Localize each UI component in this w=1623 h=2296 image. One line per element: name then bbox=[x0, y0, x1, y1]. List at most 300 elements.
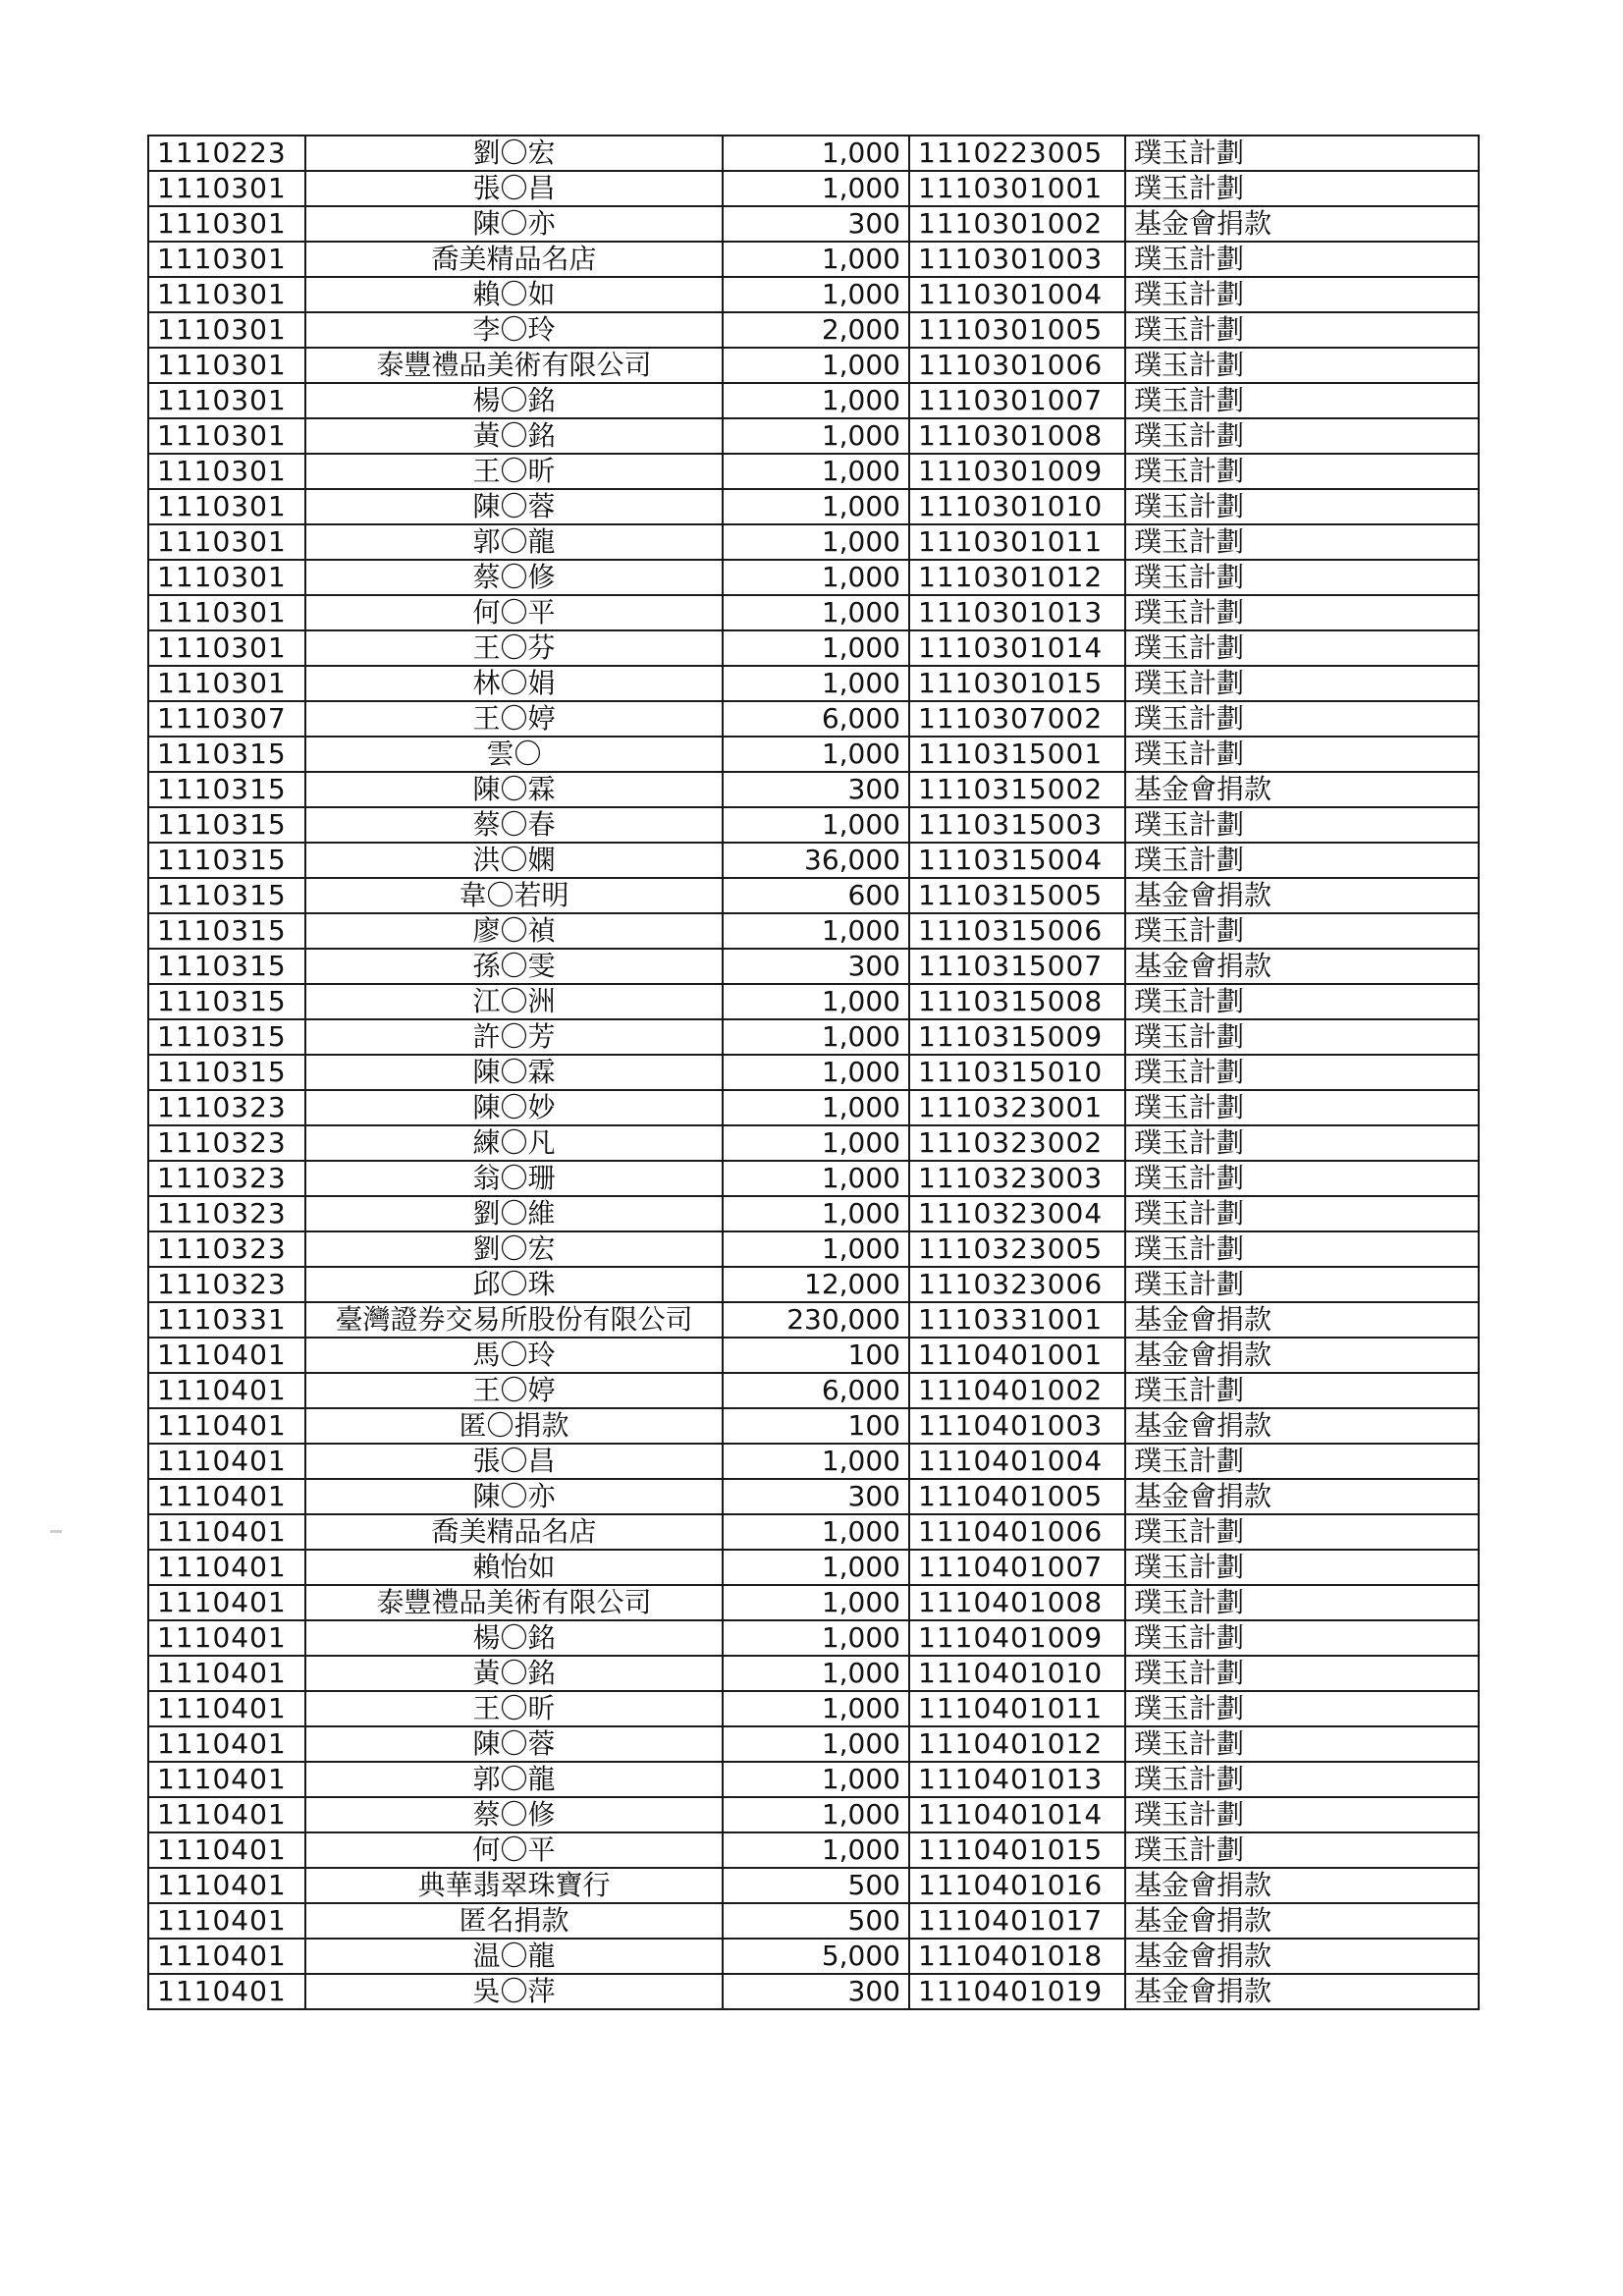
table-row bbox=[148, 1408, 1479, 1444]
date-cell: 1110315 bbox=[148, 737, 305, 772]
receipt-number-cell: 1110315008 bbox=[909, 984, 1125, 1019]
receipt-number-cell: 1110401014 bbox=[909, 1797, 1125, 1832]
amount-cell: 1,000 bbox=[723, 418, 909, 454]
receipt-number-cell: 1110401008 bbox=[909, 1585, 1125, 1620]
amount-cell: 1,000 bbox=[723, 1726, 909, 1762]
amount-cell: 1,000 bbox=[723, 1691, 909, 1726]
amount-cell: 300 bbox=[723, 1479, 909, 1514]
receipt-number-cell: 1110301014 bbox=[909, 630, 1125, 666]
date-cell: 1110315 bbox=[148, 913, 305, 949]
purpose-cell: 基金會捐款 bbox=[1125, 206, 1479, 242]
table-row bbox=[148, 1444, 1479, 1479]
purpose-cell: 璞玉計劃 bbox=[1125, 737, 1479, 772]
purpose-cell: 璞玉計劃 bbox=[1125, 1125, 1479, 1161]
amount-cell: 600 bbox=[723, 878, 909, 913]
table-row bbox=[148, 1514, 1479, 1550]
date-cell: 1110401 bbox=[148, 1726, 305, 1762]
table-row bbox=[148, 1125, 1479, 1161]
receipt-number-cell: 1110301006 bbox=[909, 348, 1125, 383]
purpose-cell: 璞玉計劃 bbox=[1125, 1726, 1479, 1762]
amount-cell: 1,000 bbox=[723, 913, 909, 949]
table-row bbox=[148, 1373, 1479, 1408]
purpose-cell: 璞玉計劃 bbox=[1125, 489, 1479, 524]
donor-cell: 蔡〇修 bbox=[305, 560, 723, 595]
amount-cell: 6,000 bbox=[723, 1373, 909, 1408]
date-cell: 1110301 bbox=[148, 489, 305, 524]
date-cell: 1110401 bbox=[148, 1691, 305, 1726]
table-row bbox=[148, 1479, 1479, 1514]
receipt-number-cell: 1110401004 bbox=[909, 1444, 1125, 1479]
purpose-cell: 璞玉計劃 bbox=[1125, 807, 1479, 843]
table-row bbox=[148, 1585, 1479, 1620]
amount-cell: 300 bbox=[723, 1974, 909, 2009]
table-row bbox=[148, 277, 1479, 312]
table-row bbox=[148, 1550, 1479, 1585]
date-cell: 1110315 bbox=[148, 1055, 305, 1090]
donor-cell: 楊〇銘 bbox=[305, 383, 723, 418]
receipt-number-cell: 1110323005 bbox=[909, 1231, 1125, 1267]
date-cell: 1110301 bbox=[148, 348, 305, 383]
donor-cell: 雲〇 bbox=[305, 737, 723, 772]
table-row bbox=[148, 1656, 1479, 1691]
amount-cell: 1,000 bbox=[723, 171, 909, 206]
date-cell: 1110401 bbox=[148, 1832, 305, 1868]
donor-cell: 郭〇龍 bbox=[305, 1762, 723, 1797]
date-cell: 1110323 bbox=[148, 1267, 305, 1302]
table-row bbox=[148, 348, 1479, 383]
donor-cell: 何〇平 bbox=[305, 595, 723, 630]
donor-cell: 王〇婷 bbox=[305, 701, 723, 737]
date-cell: 1110323 bbox=[148, 1231, 305, 1267]
donor-cell: 泰豐禮品美術有限公司 bbox=[305, 348, 723, 383]
receipt-number-cell: 1110401001 bbox=[909, 1338, 1125, 1373]
receipt-number-cell: 1110401011 bbox=[909, 1691, 1125, 1726]
date-cell: 1110315 bbox=[148, 878, 305, 913]
amount-cell: 1,000 bbox=[723, 136, 909, 171]
donation-ledger-table bbox=[147, 135, 1480, 2010]
purpose-cell: 璞玉計劃 bbox=[1125, 1550, 1479, 1585]
receipt-number-cell: 1110401009 bbox=[909, 1620, 1125, 1656]
donor-cell: 陳〇蓉 bbox=[305, 1726, 723, 1762]
donor-cell: 蔡〇春 bbox=[305, 807, 723, 843]
table-row bbox=[148, 242, 1479, 277]
receipt-number-cell: 1110401005 bbox=[909, 1479, 1125, 1514]
purpose-cell: 璞玉計劃 bbox=[1125, 1161, 1479, 1196]
purpose-cell: 璞玉計劃 bbox=[1125, 1656, 1479, 1691]
table-row bbox=[148, 772, 1479, 807]
donor-cell: 廖〇禎 bbox=[305, 913, 723, 949]
amount-cell: 500 bbox=[723, 1868, 909, 1903]
donor-cell: 典華翡翠珠寶行 bbox=[305, 1868, 723, 1903]
date-cell: 1110315 bbox=[148, 843, 305, 878]
table-row bbox=[148, 560, 1479, 595]
amount-cell: 1,000 bbox=[723, 1514, 909, 1550]
amount-cell: 12,000 bbox=[723, 1267, 909, 1302]
purpose-cell: 基金會捐款 bbox=[1125, 1939, 1479, 1974]
amount-cell: 300 bbox=[723, 772, 909, 807]
donor-cell: 李〇玲 bbox=[305, 312, 723, 348]
amount-cell: 1,000 bbox=[723, 1019, 909, 1055]
table-row bbox=[148, 1903, 1479, 1939]
table-row bbox=[148, 843, 1479, 878]
table-row bbox=[148, 984, 1479, 1019]
donor-cell: 劉〇維 bbox=[305, 1196, 723, 1231]
purpose-cell: 璞玉計劃 bbox=[1125, 1691, 1479, 1726]
donor-cell: 孫〇雯 bbox=[305, 949, 723, 984]
amount-cell: 1,000 bbox=[723, 524, 909, 560]
amount-cell: 1,000 bbox=[723, 1656, 909, 1691]
donor-cell: 陳〇亦 bbox=[305, 1479, 723, 1514]
amount-cell: 100 bbox=[723, 1408, 909, 1444]
donor-cell: 泰豐禮品美術有限公司 bbox=[305, 1585, 723, 1620]
amount-cell: 1,000 bbox=[723, 277, 909, 312]
donor-cell: 張〇昌 bbox=[305, 1444, 723, 1479]
date-cell: 1110301 bbox=[148, 666, 305, 701]
donor-cell: 王〇昕 bbox=[305, 454, 723, 489]
table-row bbox=[148, 1267, 1479, 1302]
date-cell: 1110401 bbox=[148, 1408, 305, 1444]
purpose-cell: 璞玉計劃 bbox=[1125, 1019, 1479, 1055]
table-row bbox=[148, 418, 1479, 454]
amount-cell: 1,000 bbox=[723, 1585, 909, 1620]
purpose-cell: 璞玉計劃 bbox=[1125, 312, 1479, 348]
table-row bbox=[148, 878, 1479, 913]
purpose-cell: 璞玉計劃 bbox=[1125, 701, 1479, 737]
date-cell: 1110223 bbox=[148, 136, 305, 171]
donor-cell: 匿名捐款 bbox=[305, 1903, 723, 1939]
date-cell: 1110401 bbox=[148, 1338, 305, 1373]
purpose-cell: 璞玉計劃 bbox=[1125, 454, 1479, 489]
purpose-cell: 基金會捐款 bbox=[1125, 1338, 1479, 1373]
purpose-cell: 基金會捐款 bbox=[1125, 1903, 1479, 1939]
donor-cell: 許〇芳 bbox=[305, 1019, 723, 1055]
donor-cell: 陳〇霖 bbox=[305, 772, 723, 807]
receipt-number-cell: 1110323003 bbox=[909, 1161, 1125, 1196]
date-cell: 1110315 bbox=[148, 984, 305, 1019]
donor-cell: 林〇娟 bbox=[305, 666, 723, 701]
purpose-cell: 璞玉計劃 bbox=[1125, 595, 1479, 630]
purpose-cell: 璞玉計劃 bbox=[1125, 666, 1479, 701]
amount-cell: 1,000 bbox=[723, 737, 909, 772]
receipt-number-cell: 1110401010 bbox=[909, 1656, 1125, 1691]
date-cell: 1110401 bbox=[148, 1868, 305, 1903]
purpose-cell: 基金會捐款 bbox=[1125, 878, 1479, 913]
ledger-body bbox=[148, 136, 1479, 2009]
table-row bbox=[148, 454, 1479, 489]
date-cell: 1110401 bbox=[148, 1514, 305, 1550]
date-cell: 1110401 bbox=[148, 1939, 305, 1974]
date-cell: 1110401 bbox=[148, 1762, 305, 1797]
receipt-number-cell: 1110401017 bbox=[909, 1903, 1125, 1939]
date-cell: 1110323 bbox=[148, 1196, 305, 1231]
table-row bbox=[148, 1090, 1479, 1125]
table-row bbox=[148, 383, 1479, 418]
purpose-cell: 璞玉計劃 bbox=[1125, 1797, 1479, 1832]
date-cell: 1110301 bbox=[148, 595, 305, 630]
donor-cell: 蔡〇修 bbox=[305, 1797, 723, 1832]
purpose-cell: 璞玉計劃 bbox=[1125, 1090, 1479, 1125]
table-row bbox=[148, 1161, 1479, 1196]
purpose-cell: 璞玉計劃 bbox=[1125, 1196, 1479, 1231]
donor-cell: 吳〇萍 bbox=[305, 1974, 723, 2009]
purpose-cell: 基金會捐款 bbox=[1125, 1868, 1479, 1903]
purpose-cell: 璞玉計劃 bbox=[1125, 242, 1479, 277]
purpose-cell: 璞玉計劃 bbox=[1125, 1444, 1479, 1479]
amount-cell: 1,000 bbox=[723, 383, 909, 418]
receipt-number-cell: 1110223005 bbox=[909, 136, 1125, 171]
receipt-number-cell: 1110301010 bbox=[909, 489, 1125, 524]
purpose-cell: 基金會捐款 bbox=[1125, 949, 1479, 984]
purpose-cell: 璞玉計劃 bbox=[1125, 277, 1479, 312]
amount-cell: 1,000 bbox=[723, 1090, 909, 1125]
table-row bbox=[148, 524, 1479, 560]
receipt-number-cell: 1110331001 bbox=[909, 1302, 1125, 1338]
table-row bbox=[148, 949, 1479, 984]
date-cell: 1110301 bbox=[148, 383, 305, 418]
table-row bbox=[148, 913, 1479, 949]
table-row bbox=[148, 312, 1479, 348]
donor-cell: 匿〇捐款 bbox=[305, 1408, 723, 1444]
donor-cell: 王〇芬 bbox=[305, 630, 723, 666]
donor-cell: 温〇龍 bbox=[305, 1939, 723, 1974]
date-cell: 1110401 bbox=[148, 1444, 305, 1479]
donor-cell: 黃〇銘 bbox=[305, 1656, 723, 1691]
date-cell: 1110401 bbox=[148, 1479, 305, 1514]
amount-cell: 300 bbox=[723, 949, 909, 984]
purpose-cell: 璞玉計劃 bbox=[1125, 383, 1479, 418]
receipt-number-cell: 1110401003 bbox=[909, 1408, 1125, 1444]
table-row bbox=[148, 1868, 1479, 1903]
donor-cell: 王〇昕 bbox=[305, 1691, 723, 1726]
amount-cell: 1,000 bbox=[723, 984, 909, 1019]
table-row bbox=[148, 807, 1479, 843]
table-row bbox=[148, 206, 1479, 242]
receipt-number-cell: 1110401019 bbox=[909, 1974, 1125, 2009]
table-row bbox=[148, 489, 1479, 524]
donor-cell: 王〇婷 bbox=[305, 1373, 723, 1408]
receipt-number-cell: 1110315009 bbox=[909, 1019, 1125, 1055]
date-cell: 1110323 bbox=[148, 1090, 305, 1125]
donor-cell: 喬美精品名店 bbox=[305, 242, 723, 277]
purpose-cell: 璞玉計劃 bbox=[1125, 1832, 1479, 1868]
table-row bbox=[148, 1797, 1479, 1832]
purpose-cell: 基金會捐款 bbox=[1125, 1479, 1479, 1514]
date-cell: 1110315 bbox=[148, 1019, 305, 1055]
receipt-number-cell: 1110301007 bbox=[909, 383, 1125, 418]
amount-cell: 1,000 bbox=[723, 489, 909, 524]
date-cell: 1110323 bbox=[148, 1125, 305, 1161]
table-row bbox=[148, 1762, 1479, 1797]
purpose-cell: 基金會捐款 bbox=[1125, 1408, 1479, 1444]
amount-cell: 230,000 bbox=[723, 1302, 909, 1338]
receipt-number-cell: 1110323004 bbox=[909, 1196, 1125, 1231]
receipt-number-cell: 1110315004 bbox=[909, 843, 1125, 878]
donor-cell: 翁〇珊 bbox=[305, 1161, 723, 1196]
donor-cell: 邱〇珠 bbox=[305, 1267, 723, 1302]
table-row bbox=[148, 666, 1479, 701]
donor-cell: 韋〇若明 bbox=[305, 878, 723, 913]
date-cell: 1110301 bbox=[148, 630, 305, 666]
purpose-cell: 璞玉計劃 bbox=[1125, 1514, 1479, 1550]
table-row bbox=[148, 1231, 1479, 1267]
date-cell: 1110301 bbox=[148, 454, 305, 489]
date-cell: 1110301 bbox=[148, 418, 305, 454]
receipt-number-cell: 1110401018 bbox=[909, 1939, 1125, 1974]
amount-cell: 500 bbox=[723, 1903, 909, 1939]
donor-cell: 喬美精品名店 bbox=[305, 1514, 723, 1550]
table-row bbox=[148, 1974, 1479, 2009]
amount-cell: 1,000 bbox=[723, 1161, 909, 1196]
amount-cell: 1,000 bbox=[723, 1620, 909, 1656]
receipt-number-cell: 1110401013 bbox=[909, 1762, 1125, 1797]
receipt-number-cell: 1110401016 bbox=[909, 1868, 1125, 1903]
receipt-number-cell: 1110315003 bbox=[909, 807, 1125, 843]
purpose-cell: 璞玉計劃 bbox=[1125, 418, 1479, 454]
table-row bbox=[148, 595, 1479, 630]
receipt-number-cell: 1110401007 bbox=[909, 1550, 1125, 1585]
table-row bbox=[148, 1338, 1479, 1373]
purpose-cell: 基金會捐款 bbox=[1125, 1302, 1479, 1338]
purpose-cell: 璞玉計劃 bbox=[1125, 1267, 1479, 1302]
table-row bbox=[148, 1196, 1479, 1231]
receipt-number-cell: 1110315007 bbox=[909, 949, 1125, 984]
receipt-number-cell: 1110401015 bbox=[909, 1832, 1125, 1868]
purpose-cell: 璞玉計劃 bbox=[1125, 348, 1479, 383]
receipt-number-cell: 1110323001 bbox=[909, 1090, 1125, 1125]
receipt-number-cell: 1110301013 bbox=[909, 595, 1125, 630]
purpose-cell: 璞玉計劃 bbox=[1125, 984, 1479, 1019]
donor-cell: 馬〇玲 bbox=[305, 1338, 723, 1373]
table-row bbox=[148, 737, 1479, 772]
receipt-number-cell: 1110315010 bbox=[909, 1055, 1125, 1090]
receipt-number-cell: 1110301004 bbox=[909, 277, 1125, 312]
date-cell: 1110315 bbox=[148, 949, 305, 984]
donor-cell: 賴怡如 bbox=[305, 1550, 723, 1585]
amount-cell: 1,000 bbox=[723, 1125, 909, 1161]
table-row bbox=[148, 1302, 1479, 1338]
purpose-cell: 璞玉計劃 bbox=[1125, 913, 1479, 949]
table-row bbox=[148, 1832, 1479, 1868]
date-cell: 1110401 bbox=[148, 1550, 305, 1585]
purpose-cell: 璞玉計劃 bbox=[1125, 171, 1479, 206]
donor-cell: 黃〇銘 bbox=[305, 418, 723, 454]
table-row bbox=[148, 1055, 1479, 1090]
date-cell: 1110301 bbox=[148, 560, 305, 595]
purpose-cell: 璞玉計劃 bbox=[1125, 1762, 1479, 1797]
date-cell: 1110315 bbox=[148, 807, 305, 843]
receipt-number-cell: 1110401006 bbox=[909, 1514, 1125, 1550]
purpose-cell: 璞玉計劃 bbox=[1125, 560, 1479, 595]
date-cell: 1110401 bbox=[148, 1373, 305, 1408]
purpose-cell: 璞玉計劃 bbox=[1125, 136, 1479, 171]
donor-cell: 練〇凡 bbox=[305, 1125, 723, 1161]
purpose-cell: 璞玉計劃 bbox=[1125, 1585, 1479, 1620]
purpose-cell: 璞玉計劃 bbox=[1125, 1373, 1479, 1408]
amount-cell: 1,000 bbox=[723, 1797, 909, 1832]
receipt-number-cell: 1110301001 bbox=[909, 171, 1125, 206]
table-row bbox=[148, 630, 1479, 666]
receipt-number-cell: 1110401012 bbox=[909, 1726, 1125, 1762]
amount-cell: 1,000 bbox=[723, 1055, 909, 1090]
table-row bbox=[148, 701, 1479, 737]
date-cell: 1110301 bbox=[148, 277, 305, 312]
receipt-number-cell: 1110315001 bbox=[909, 737, 1125, 772]
receipt-number-cell: 1110315002 bbox=[909, 772, 1125, 807]
amount-cell: 1,000 bbox=[723, 807, 909, 843]
amount-cell: 1,000 bbox=[723, 1196, 909, 1231]
purpose-cell: 璞玉計劃 bbox=[1125, 843, 1479, 878]
amount-cell: 1,000 bbox=[723, 595, 909, 630]
purpose-cell: 璞玉計劃 bbox=[1125, 1055, 1479, 1090]
donor-cell: 陳〇蓉 bbox=[305, 489, 723, 524]
amount-cell: 1,000 bbox=[723, 1762, 909, 1797]
date-cell: 1110401 bbox=[148, 1620, 305, 1656]
amount-cell: 100 bbox=[723, 1338, 909, 1373]
purpose-cell: 璞玉計劃 bbox=[1125, 1620, 1479, 1656]
amount-cell: 1,000 bbox=[723, 1832, 909, 1868]
date-cell: 1110401 bbox=[148, 1585, 305, 1620]
receipt-number-cell: 1110301005 bbox=[909, 312, 1125, 348]
date-cell: 1110301 bbox=[148, 312, 305, 348]
table-row bbox=[148, 136, 1479, 171]
receipt-number-cell: 1110307002 bbox=[909, 701, 1125, 737]
amount-cell: 1,000 bbox=[723, 348, 909, 383]
amount-cell: 1,000 bbox=[723, 560, 909, 595]
date-cell: 1110301 bbox=[148, 171, 305, 206]
receipt-number-cell: 1110323002 bbox=[909, 1125, 1125, 1161]
amount-cell: 300 bbox=[723, 206, 909, 242]
receipt-number-cell: 1110301012 bbox=[909, 560, 1125, 595]
purpose-cell: 璞玉計劃 bbox=[1125, 524, 1479, 560]
receipt-number-cell: 1110315006 bbox=[909, 913, 1125, 949]
purpose-cell: 基金會捐款 bbox=[1125, 772, 1479, 807]
date-cell: 1110301 bbox=[148, 206, 305, 242]
donor-cell: 劉〇宏 bbox=[305, 1231, 723, 1267]
receipt-number-cell: 1110401002 bbox=[909, 1373, 1125, 1408]
donor-cell: 陳〇霖 bbox=[305, 1055, 723, 1090]
donor-cell: 楊〇銘 bbox=[305, 1620, 723, 1656]
amount-cell: 1,000 bbox=[723, 1550, 909, 1585]
donor-cell: 陳〇亦 bbox=[305, 206, 723, 242]
amount-cell: 1,000 bbox=[723, 666, 909, 701]
table-row bbox=[148, 171, 1479, 206]
table-row bbox=[148, 1726, 1479, 1762]
donor-cell: 賴〇如 bbox=[305, 277, 723, 312]
receipt-number-cell: 1110301015 bbox=[909, 666, 1125, 701]
receipt-number-cell: 1110323006 bbox=[909, 1267, 1125, 1302]
donor-cell: 江〇洲 bbox=[305, 984, 723, 1019]
donor-cell: 洪〇嫻 bbox=[305, 843, 723, 878]
date-cell: 1110307 bbox=[148, 701, 305, 737]
receipt-number-cell: 1110301009 bbox=[909, 454, 1125, 489]
receipt-number-cell: 1110301008 bbox=[909, 418, 1125, 454]
amount-cell: 2,000 bbox=[723, 312, 909, 348]
purpose-cell: 璞玉計劃 bbox=[1125, 1231, 1479, 1267]
date-cell: 1110401 bbox=[148, 1903, 305, 1939]
date-cell: 1110315 bbox=[148, 772, 305, 807]
amount-cell: 1,000 bbox=[723, 1444, 909, 1479]
date-cell: 1110401 bbox=[148, 1797, 305, 1832]
purpose-cell: 璞玉計劃 bbox=[1125, 630, 1479, 666]
date-cell: 1110301 bbox=[148, 524, 305, 560]
donor-cell: 何〇平 bbox=[305, 1832, 723, 1868]
amount-cell: 1,000 bbox=[723, 454, 909, 489]
donor-cell: 張〇昌 bbox=[305, 171, 723, 206]
amount-cell: 36,000 bbox=[723, 843, 909, 878]
table-row bbox=[148, 1691, 1479, 1726]
amount-cell: 5,000 bbox=[723, 1939, 909, 1974]
date-cell: 1110323 bbox=[148, 1161, 305, 1196]
